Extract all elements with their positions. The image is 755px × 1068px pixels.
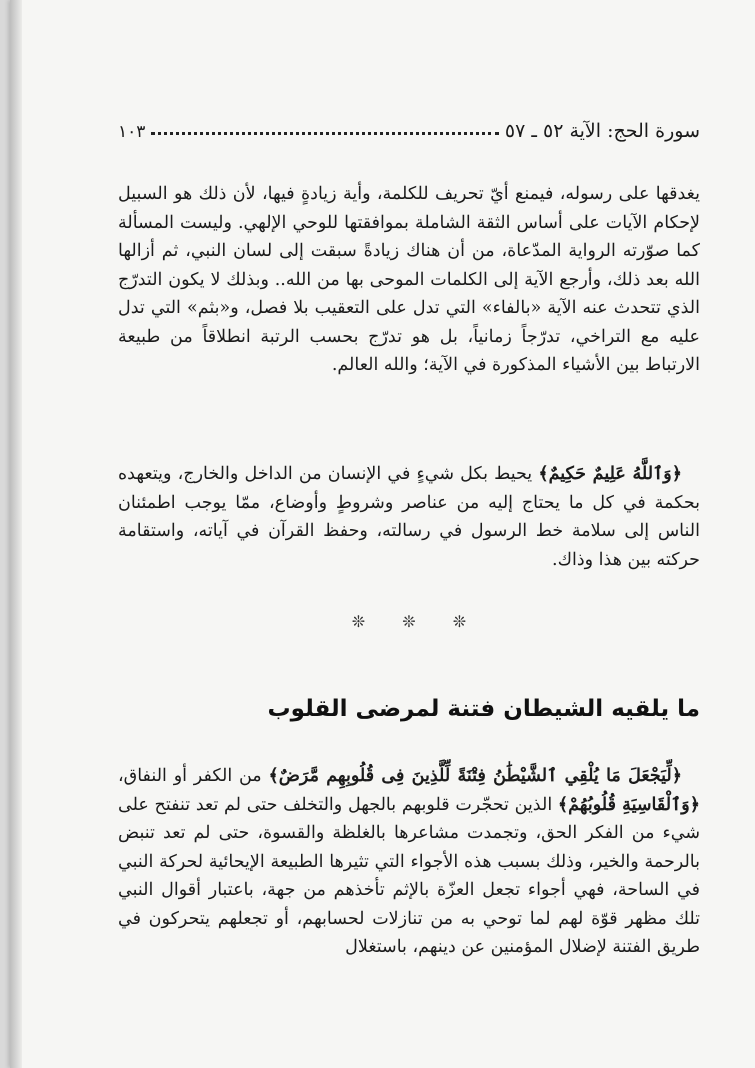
quran-verse: ﴿وَٱلْقَاسِيَةِ قُلُوبُهُمْ﴾ xyxy=(557,794,700,815)
page-number: ١٠٣ xyxy=(118,122,146,142)
separator-star: ❊ xyxy=(351,612,366,631)
running-header xyxy=(118,112,700,142)
separator-star: ❊ xyxy=(402,612,416,631)
paragraph-2-text: يحيط بكل شيءٍ في الإنسان من الداخل والخارج، ويتعهده بحكمة في كل ما يحتاج إليه من عناصر وشروطٍ وأوضاع، ممّا يوجب اطمئنان الناس إلى سلامة خط الرسول في رسالته، وحفظ القرآن في آياته، واستقامة حركته بين هذا وذاك. xyxy=(118,464,700,570)
quran-verse: ﴿وَٱللَّهُ عَلِيمٌ حَكِيمٌ﴾ xyxy=(538,464,682,484)
paragraph-2 xyxy=(118,460,700,574)
section-heading: ما يلقيه الشيطان فتنة لمرضى القلوب xyxy=(267,696,700,722)
paragraph-3-text: من الكفر أو النفاق، xyxy=(118,766,269,786)
header-title: سورة الحج: الآية ٥٢ ـ ٥٧ xyxy=(504,120,700,142)
paragraph-3 xyxy=(118,762,700,962)
quran-verse: ﴿لِّيَجْعَلَ مَا يُلْقِي ٱلشَّيْطَٰنُ فِتْنَةً لِّلَّذِينَ فِى قُلُوبِهِم مَّرَضٌ﴾ xyxy=(268,766,682,786)
section-separator xyxy=(118,612,700,631)
book-page xyxy=(10,0,755,1068)
header-dot-leader xyxy=(151,132,499,135)
paragraph-1: يغدقها على رسوله، فيمنع أيّ تحريف للكلمة، وأية زيادةٍ فيها، لأن ذلك هو السبيل لإحكام الآيات على أساس الثقة الشاملة بموافقتها للوحي الإلهي. وليست المسألة كما صوّرته الرواية المدّعاة، من أن هناك زيادةً سبقت إلى لسان النبي، ثم أزالها الله بعد ذلك، وأرجع الآية إلى الكلمات الموحى بها من الله.. وبذلك لا يكون التدرّج الذي تتحدث عنه الآية «بالفاء» التي تدل على التعقيب بلا فصل، و«بثم» التي تدل عليه مع التراخي، تدرّجاً زمانياً، بل هو تدرّج بحسب الرتبة انطلاقاً من طبيعة الارتباط بين الأشياء المذكورة في الآية؛ والله العالم. xyxy=(118,184,700,375)
separator-star: ❊ xyxy=(452,612,467,631)
paragraph-3-text: الذين تحجّرت قلوبهم بالجهل والتخلف حتى لم تعد تنفتح على شيء من الفكر الحق، وتجمدت مشاعرها بالغلظة والقسوة، حتى لم تعد تنبض بالرحمة والخير، وذلك بسبب هذه الأجواء التي تثيرها الطبيعة الإيحائية لحركة النبي في الساحة، فهي أجواء تجعل العزّة بالإثم تأخذهم من جهة، باعتبار أقوال النبي تلك مظهر قوّة لهم لما توحي به من تنازلات لحسابهم، أو تجعلهم يتحركون في طريق الفتنة لإضلال المؤمنين عن دينهم، باستغلال xyxy=(118,794,700,957)
page-gutter-shadow xyxy=(10,0,22,1068)
